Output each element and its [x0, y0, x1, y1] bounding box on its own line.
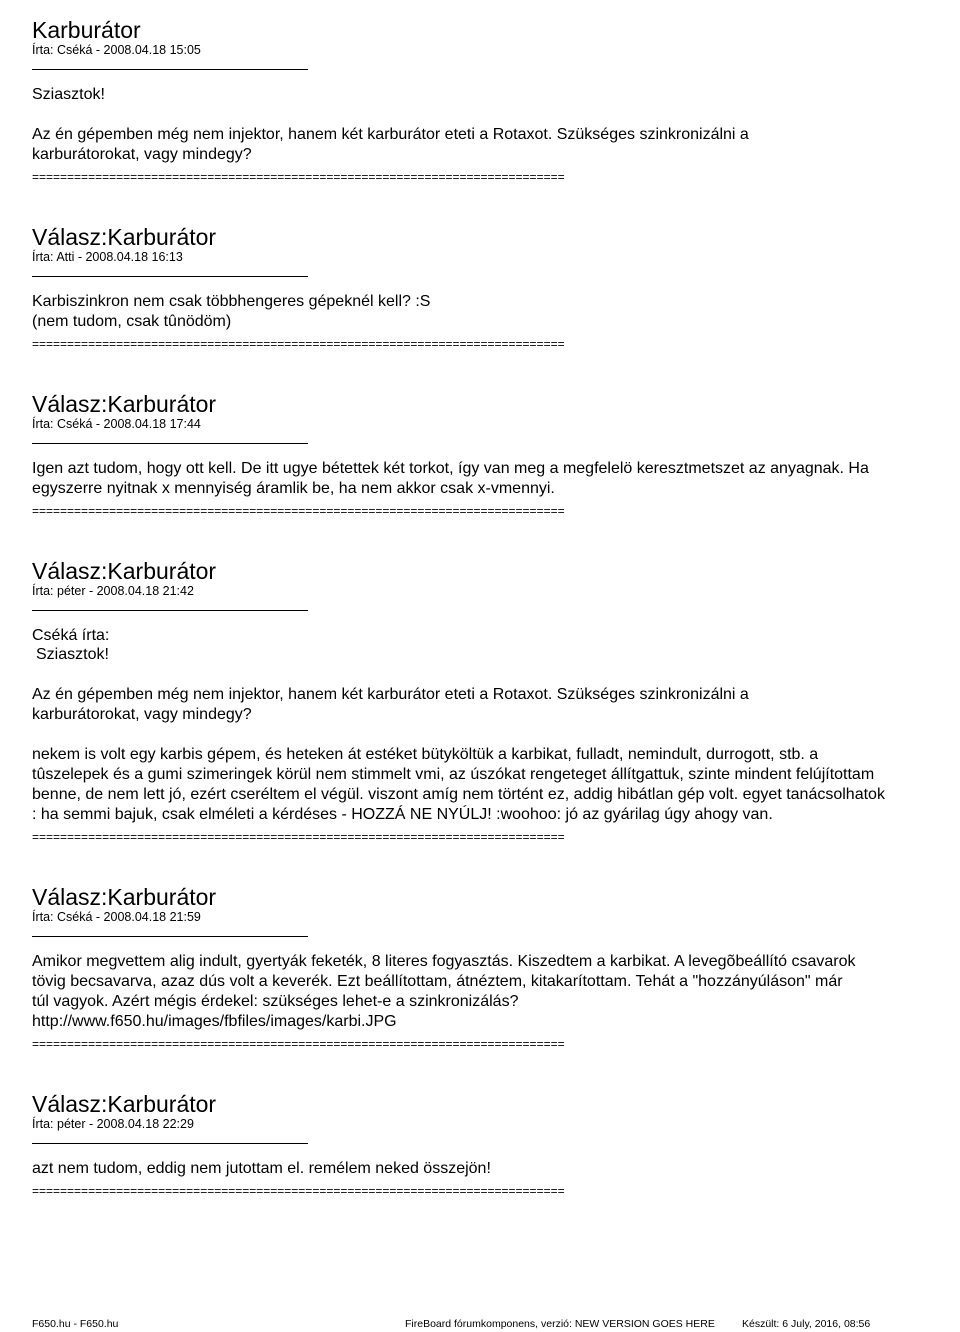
post-divider — [32, 1143, 308, 1144]
post-separator: ============================================================================ — [32, 504, 565, 518]
post-meta: Írta: péter - 2008.04.18 21:42 — [32, 584, 194, 598]
forum-post — [32, 559, 912, 844]
forum-post — [32, 1092, 912, 1198]
post-divider — [32, 443, 308, 444]
post-separator: ============================================================================ — [32, 1184, 565, 1198]
page-footer — [32, 1318, 932, 1332]
post-paragraph: Igen azt tudom, hogy ott kell. De itt ugye bétettek két torkot, így van meg a megfelelö keresztmetszet az anyagnak. Ha egyszerre nyitnak x mennyiség áramlik be, ha nem akkor csak x-vmennyi. — [32, 460, 869, 497]
post-divider — [32, 610, 308, 611]
post-title: Válasz:Karburátor — [32, 224, 217, 250]
post-paragraph: nekem is volt egy karbis gépem, és heteken át estéket bütyköltük a karbikat, fulladt, nemindult, durrogott, stb. a tûszelepek és a gumi szimeringek körül nem stimmelt vmi, az úszókat rengeteget állítgattuk, szinte mindent felújítottam benne, de nem lett jó, ezért cseréltem el végül. viszont amíg nem történt ez, addig hibátlan gép volt. egyet tanácsolhatok : ha semmi bajuk, csak elméleti a kérdéses - HOZZÁ NE NYÚLJ! :woohoo: jó az gyárilag úgy ahogy van. — [32, 746, 885, 823]
post-meta: Írta: Cséká - 2008.04.18 17:44 — [32, 417, 201, 431]
post-paragraph: Amikor megvettem alig indult, gyertyák feketék, 8 literes fogyasztás. Kiszedtem a karbikat. A levegõbeállító csavarok tövig becsavarva, azaz dús volt a keverék. Ezt beállítottam, átnéztem, kitakarítottam. Tehát a "hozzányúláson" már túl vagyok. Azért mégis érdekel: szükséges lehet-e a szinkronizálás? http://www.f650.hu/images/fbfiles/images/karbi.JPG — [32, 953, 856, 1030]
footer-date: Készült: 6 July, 2016, 08:56 — [742, 1318, 871, 1330]
quote-text: Sziasztok! — [36, 646, 109, 663]
spacer — [32, 1051, 912, 1092]
post-separator: ============================================================================ — [32, 337, 565, 351]
forum-post — [32, 225, 912, 351]
forum-post — [32, 885, 912, 1051]
post-title: Válasz:Karburátor — [32, 1091, 217, 1117]
forum-post — [32, 392, 912, 518]
post-title: Válasz:Karburátor — [32, 558, 217, 584]
post-separator: ============================================================================ — [32, 170, 565, 184]
footer-component: FireBoard fórumkomponens, verzió: NEW VERSION GOES HERE — [405, 1318, 715, 1330]
spacer — [32, 844, 912, 885]
post-paragraph: Sziasztok! — [32, 86, 105, 103]
post-paragraph: azt nem tudom, eddig nem jutottam el. remélem neked összejön! — [32, 1160, 491, 1177]
forum-post — [32, 18, 912, 184]
spacer — [32, 184, 912, 225]
post-separator: ============================================================================ — [32, 830, 565, 844]
post-paragraph: Karbiszinkron nem csak többhengeres gépeknél kell? :S (nem tudom, csak tûnödöm) — [32, 293, 431, 330]
post-divider — [32, 276, 308, 277]
post-divider — [32, 936, 308, 937]
post-divider — [32, 69, 308, 70]
quote-author: Cséká írta: — [32, 627, 110, 644]
forum-thread — [32, 18, 912, 1198]
post-separator: ============================================================================ — [32, 1037, 565, 1051]
post-paragraph: Az én gépemben még nem injektor, hanem két karburátor eteti a Rotaxot. Szükséges szinkronizálni a karburátorokat, vagy mindegy? — [32, 126, 749, 163]
post-meta: Írta: Cséká - 2008.04.18 15:05 — [32, 43, 201, 57]
post-title: Karburátor — [32, 17, 141, 43]
post-paragraph: Az én gépemben még nem injektor, hanem két karburátor eteti a Rotaxot. Szükséges szinkronizálni a karburátorokat, vagy mindegy? — [32, 686, 749, 723]
post-title: Válasz:Karburátor — [32, 884, 217, 910]
post-meta: Írta: Cséká - 2008.04.18 21:59 — [32, 910, 201, 924]
spacer — [32, 351, 912, 392]
post-meta: Írta: Atti - 2008.04.18 16:13 — [32, 250, 183, 264]
footer-site: F650.hu - F650.hu — [32, 1318, 119, 1330]
spacer — [32, 518, 912, 559]
post-meta: Írta: péter - 2008.04.18 22:29 — [32, 1117, 194, 1131]
post-title: Válasz:Karburátor — [32, 391, 217, 417]
